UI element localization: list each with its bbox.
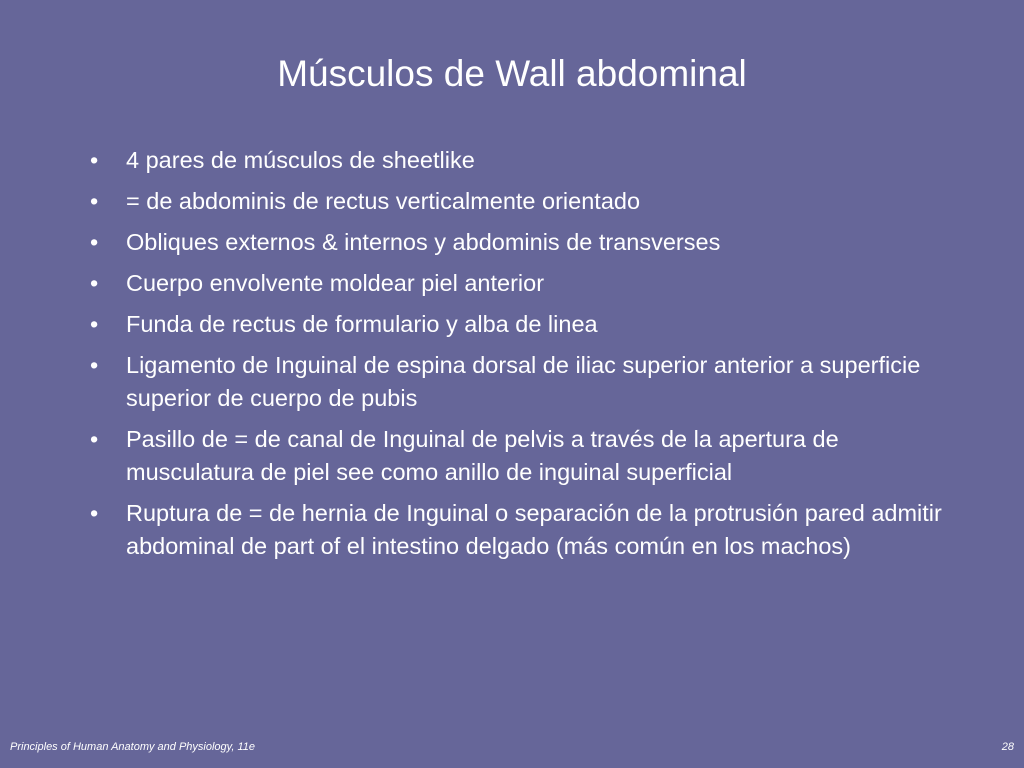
bullet-mark: • bbox=[90, 229, 99, 255]
bullet-mark: • bbox=[90, 500, 99, 526]
bullet-text: 4 pares de músculos de sheetlike bbox=[126, 147, 475, 173]
bullet-text: Ligamento de Inguinal de espina dorsal de iliac superior anterior a superficie superior de cuerpo de pubis bbox=[126, 352, 921, 411]
bullet-item bbox=[90, 185, 970, 218]
bullet-mark: • bbox=[90, 426, 99, 452]
bullet-item bbox=[90, 267, 970, 300]
bullet-item bbox=[90, 308, 970, 341]
page-number: 28 bbox=[1001, 741, 1014, 753]
bullet-text: Ruptura de = de hernia de Inguinal o separación de la protrusión pared admitir abdominal de part of el intestino delgado (más común en los machos) bbox=[126, 500, 942, 559]
bullet-text: Funda de rectus de formulario y alba de linea bbox=[126, 311, 598, 337]
bullet-list bbox=[90, 144, 970, 571]
bullet-text: Pasillo de = de canal de Inguinal de pelvis a través de la apertura de musculatura de piel see como anillo de inguinal superficial bbox=[126, 426, 839, 485]
bullet-text: Obliques externos & internos y abdominis de transverses bbox=[126, 229, 721, 255]
bullet-mark: • bbox=[90, 311, 99, 337]
bullet-item bbox=[90, 497, 970, 563]
bullet-text: Cuerpo envolvente moldear piel anterior bbox=[126, 270, 545, 296]
bullet-item bbox=[90, 349, 970, 415]
bullet-mark: • bbox=[90, 188, 99, 214]
bullet-item bbox=[90, 226, 970, 259]
bullet-mark: • bbox=[90, 352, 99, 378]
bullet-mark: • bbox=[90, 147, 99, 173]
bullet-mark: • bbox=[90, 270, 99, 296]
bullet-item bbox=[90, 423, 970, 489]
bullet-text: = de abdominis de rectus verticalmente orientado bbox=[126, 188, 641, 214]
slide-title: Músculos de Wall abdominal bbox=[277, 53, 747, 94]
footer-source: Principles of Human Anatomy and Physiology, 11e bbox=[10, 741, 255, 753]
bullet-item bbox=[90, 144, 970, 177]
